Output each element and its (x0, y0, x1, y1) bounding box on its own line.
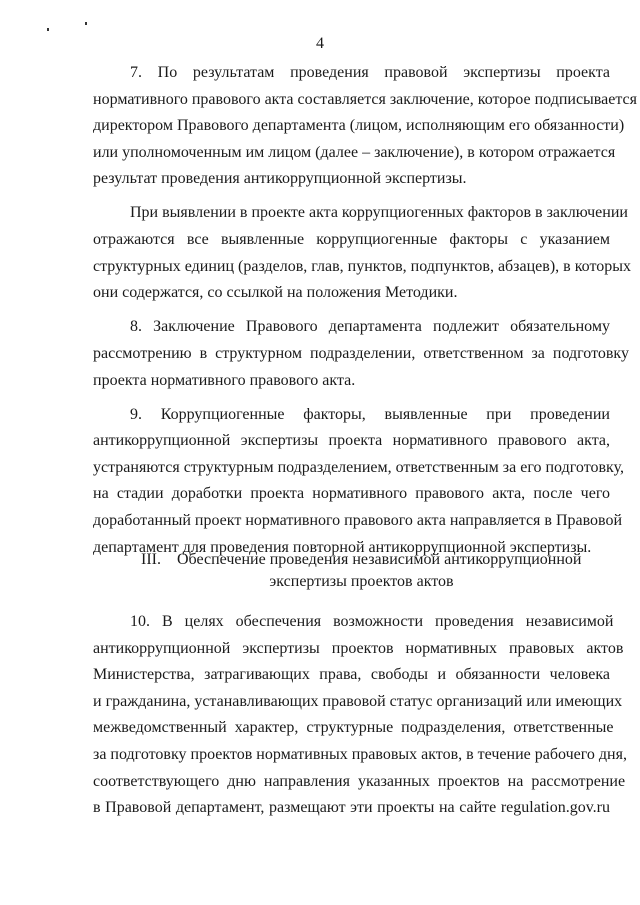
text-line: и гражданина, устанавливающих правовой статус организаций или имеющих (93, 692, 623, 710)
text-line: 9. Коррупциогенные факторы, выявленные при проведении (130, 405, 610, 423)
text-line: антикоррупционной экспертизы проекта нормативного правового акта, (93, 432, 610, 450)
text-line: отражаются все выявленные коррупциогенные факторы с указанием (93, 231, 610, 249)
text-line: в Правовой департамент, размещают эти проекты на сайте regulation.gov.ru (93, 799, 610, 817)
text-line: нормативного правового акта составляется заключение, которое подписывается (93, 90, 637, 108)
paragraph-7 (93, 60, 637, 193)
text-line: директором Правового департамента (лицом, исполняющим его обязанности) (93, 117, 625, 135)
text-line: результат проведения антикоррупционной экспертизы. (93, 170, 467, 188)
text-line: департамент для проведения повторной антикоррупционной экспертизы. (93, 538, 592, 556)
text-line: проекта нормативного правового акта. (93, 371, 356, 389)
paragraph-8 (93, 314, 629, 394)
text-line: Министерства, затрагивающих права, свободы и обязанности человека (93, 666, 610, 684)
text-line: 10. В целях обеспечения возможности проведения независимой (130, 613, 614, 630)
text-line: они содержатся, со ссылкой на положения Методики. (93, 284, 458, 302)
section-heading (93, 549, 610, 593)
paragraph-9 (93, 402, 624, 562)
text-line: рассмотрению в структурном подразделении, ответственном за подготовку (93, 344, 629, 362)
text-line: за подготовку проектов нормативных правовых актов, в течение рабочего дня, (93, 745, 627, 763)
text-line: 7. По результатам проведения правовой экспертизы проекта (130, 64, 610, 81)
text-line: антикоррупционной экспертизы проектов нормативных правовых актов (93, 639, 624, 657)
section-heading-line: III. Обеспечение проведения независимой антикоррупционной (141, 551, 582, 568)
text-line: на стадии доработки проекта нормативного правового акта, после чего (93, 485, 610, 503)
text-line: При выявлении в проекте акта коррупциогенных факторов в заключении (130, 204, 628, 222)
paragraph-7-continuation (93, 200, 631, 306)
scan-artifact (85, 22, 87, 25)
text-line: устраняются структурным подразделением, ответственным за его подготовку, (93, 458, 624, 476)
text-line: доработанный проект нормативного правового акта направляется в Правовой (93, 512, 623, 529)
text-line: или уполномоченным им лицом (далее – заключение), в котором отражается (93, 143, 616, 161)
text-line: 8. Заключение Правового департамента подлежит обязательному (130, 318, 610, 336)
scan-artifact (47, 28, 49, 31)
text-line: межведомственный характер, структурные подразделения, ответственные (93, 719, 614, 737)
document-body (93, 60, 637, 569)
paragraph-10 (93, 609, 627, 822)
text-line: структурных единиц (разделов, глав, пунктов, подпунктов, абзацев), в которых (93, 257, 631, 275)
page-number: 4 (316, 35, 324, 52)
section-heading-line: экспертизы проектов актов (269, 573, 454, 590)
text-line: соответствующего дню направления указанных проектов на рассмотрение (93, 772, 626, 790)
